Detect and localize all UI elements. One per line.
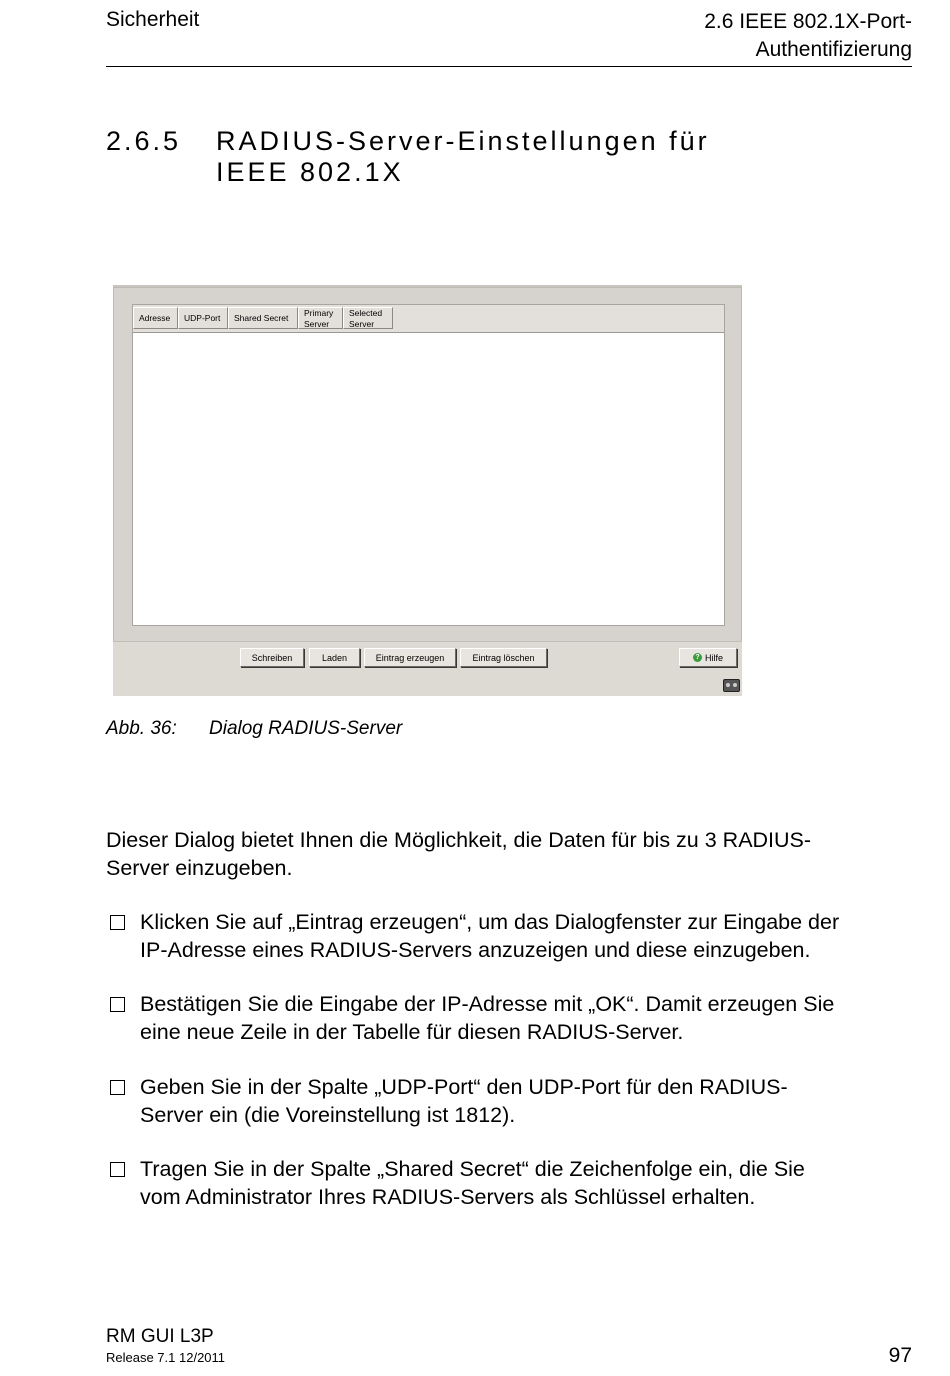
instruction-line: Geben Sie in der Spalte „UDP-Port“ den UDP-Port für den RADIUS- [140,1075,788,1099]
help-button-label: Hilfe [704,652,723,663]
running-header-chapter: Sicherheit [106,8,200,31]
radius-server-table[interactable] [132,304,725,626]
instruction-line: vom Administrator Ihres RADIUS-Servers als Schlüssel erhalten. [140,1185,756,1209]
dialog-button-bar [113,641,742,696]
checkbox-bullet-icon [110,1080,125,1095]
footer-product: RM GUI L3P [106,1326,214,1347]
instruction-line: Bestätigen Sie die Eingabe der IP-Adresse mit „OK“. Damit erzeugen Sie [140,992,835,1016]
radius-server-dialog [113,285,742,695]
column-header-label: UDP-Port [184,312,221,323]
column-header-label: Adresse [139,312,171,323]
instruction-step [106,1073,911,1129]
section-number: 2.6.5 [106,126,182,156]
instruction-line: eine neue Zeile in der Tabelle für diesen RADIUS-Server. [140,1020,684,1044]
header-rule [106,66,912,67]
column-header-selected-server[interactable] [343,307,393,329]
write-button[interactable]: Schreiben [240,648,304,667]
column-header-label: Server [349,319,375,329]
intro-paragraph [106,826,911,882]
footer-release: Release 7.1 12/2011 [106,1350,226,1365]
column-header-label: Server [304,319,330,329]
running-header-section [704,8,912,64]
delete-entry-button[interactable]: Eintrag löschen [460,648,547,667]
figure-caption [106,718,402,740]
checkbox-bullet-icon [110,1162,125,1177]
running-header-section-line1: 2.6 IEEE 802.1X-Port- [704,10,912,33]
help-icon: ? [693,653,702,662]
section-title [216,126,776,188]
column-header-adresse[interactable] [133,307,178,329]
instruction-step [106,1155,911,1211]
create-entry-button[interactable]: Eintrag erzeugen [364,648,456,667]
connection-status-icon [723,679,740,692]
section-title-line1: RADIUS-Server-Einstellungen für [216,126,710,156]
intro-line: Server einzugeben. [106,856,293,880]
column-header-label: Selected [349,308,383,318]
instruction-line: Tragen Sie in der Spalte „Shared Secret“ die Zeichenfolge ein, die Sie [140,1157,805,1181]
figure-label: Abb. 36: [106,718,177,739]
column-header-shared-secret[interactable] [228,307,298,329]
page-number: 97 [888,1344,912,1367]
checkbox-bullet-icon [110,997,125,1012]
checkbox-bullet-icon [110,915,125,930]
column-header-primary-server[interactable] [298,307,343,329]
column-header-label: Primary [304,308,334,318]
instruction-step [106,990,911,1046]
instruction-line: IP-Adresse eines RADIUS-Servers anzuzeigen und diese einzugeben. [140,938,811,962]
table-header [133,305,724,333]
load-button[interactable]: Laden [309,648,360,667]
instruction-line: Server ein (die Voreinstellung ist 1812). [140,1103,516,1127]
section-title-line2: IEEE 802.1X [216,157,404,187]
instruction-step [106,908,911,964]
intro-line: Dieser Dialog bietet Ihnen die Möglichkeit, die Daten für bis zu 3 RADIUS- [106,828,812,852]
figure-caption-text: Dialog RADIUS-Server [209,718,403,739]
help-button[interactable] [679,648,737,667]
running-header-section-line2: Authentifizierung [755,38,912,61]
column-header-udp-port[interactable] [178,307,228,329]
instruction-line: Klicken Sie auf „Eintrag erzeugen“, um das Dialogfenster zur Eingabe der [140,910,840,934]
column-header-label: Shared Secret [234,312,289,323]
